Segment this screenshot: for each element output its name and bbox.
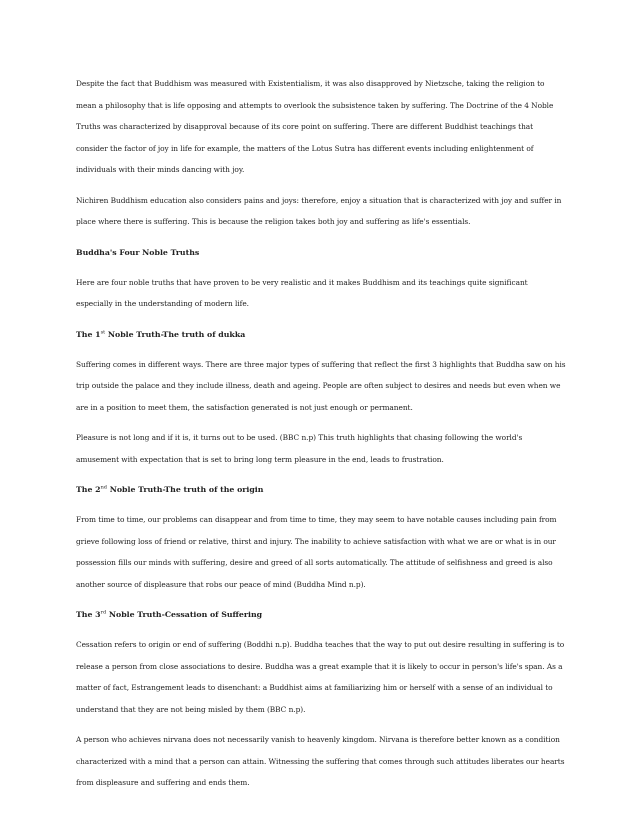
heading-text: The 3: [76, 610, 101, 619]
section-heading-first-truth: [76, 324, 566, 345]
paragraph: Suffering comes in different ways. There are three major types of suffering that reflect the first 3 highlights that Buddha saw on his trip outside the palace and they include illness, death and ageing. People are often subject to desires and needs but even when we are in a position to meet them, the satisfaction generated is not just enough or permanent.: [76, 359, 566, 412]
section-heading-second-truth: [76, 479, 566, 500]
heading-ordinal-suffix: rd: [100, 609, 107, 616]
heading-text: Noble Truth-Cessation of Suffering: [106, 610, 263, 619]
heading-text: Noble Truth-The truth of dukka: [105, 329, 246, 339]
paragraph: A person who achieves nirvana does not necessarily vanish to heavenly kingdom. Nirvana is therefore better known as a condition characterized with a mind that a person can attain. Witnessing the suffering that comes through such attitudes liberates our hearts from displeasure and suffering and ends them.: [76, 735, 565, 787]
document-page: [76, 73, 566, 803]
heading-ordinal-suffix: nd: [100, 484, 107, 491]
heading-text: Noble Truth-The truth of the origin: [107, 485, 264, 494]
heading-ordinal-suffix: st: [100, 328, 106, 335]
paragraph: Nichiren Buddhism education also considers pains and joys: therefore, enjoy a situation that is characterized with joy and suffer in place where there is suffering. This is because the religion takes both joy and suffering as life's essentials.: [76, 195, 562, 226]
paragraph: From time to time, our problems can disappear and from time to time, they may seem to have notable causes including pain from grieve following loss of friend or relative, thirst and injury. The inability to achieve satisfaction with what we are or what is in our possession fills our minds with suffering, desire and greed of all sorts automatically. The attitude of selfishness and greed is also another source of displeasure that robs our peace of mind (Buddha Mind n.p).: [76, 515, 557, 589]
paragraph: Pleasure is not long and if it is, it turns out to be used. (BBC n.p) This truth highlights that chasing following the world's amusement with expectation that is set to bring long term pleasure in the end, leads to frustration.: [76, 433, 523, 464]
section-heading: Buddha's Four Noble Truths: [76, 247, 200, 257]
paragraph: Cessation refers to origin or end of suffering (Boddhi n.p). Buddha teaches that the way to put out desire resulting in suffering is to release a person from close associations to desire. Buddha was a great example that it is likely to occur in person's life's span. As a matter of fact, Estrangement leads to disenchant: a Buddhist aims at familiarizing him or herself with a sense of an individual to understand that they are not being misled by them (BBC n.p).: [76, 640, 565, 714]
section-heading-third-truth: [76, 604, 566, 625]
paragraph: Despite the fact that Buddhism was measured with Existentialism, it was also disapproved by Nietzsche, taking the religion to mean a philosophy that is life opposing and attempts to overlook the subsistence taken by suffering. The Doctrine of the 4 Noble Truths was characterized by disapproval because of its core point on suffering. There are different Buddhist teachings that consider the factor of joy in life for example, the matters of the Lotus Sutra has different events including enlightenment of individuals with their minds dancing with joy.: [76, 79, 554, 174]
heading-text: The 1: [76, 329, 101, 339]
paragraph: Here are four noble truths that have proven to be very realistic and it makes Buddhism and its teachings quite significant especially in the understanding of modern life.: [76, 277, 528, 308]
heading-text: The 2: [76, 485, 101, 494]
